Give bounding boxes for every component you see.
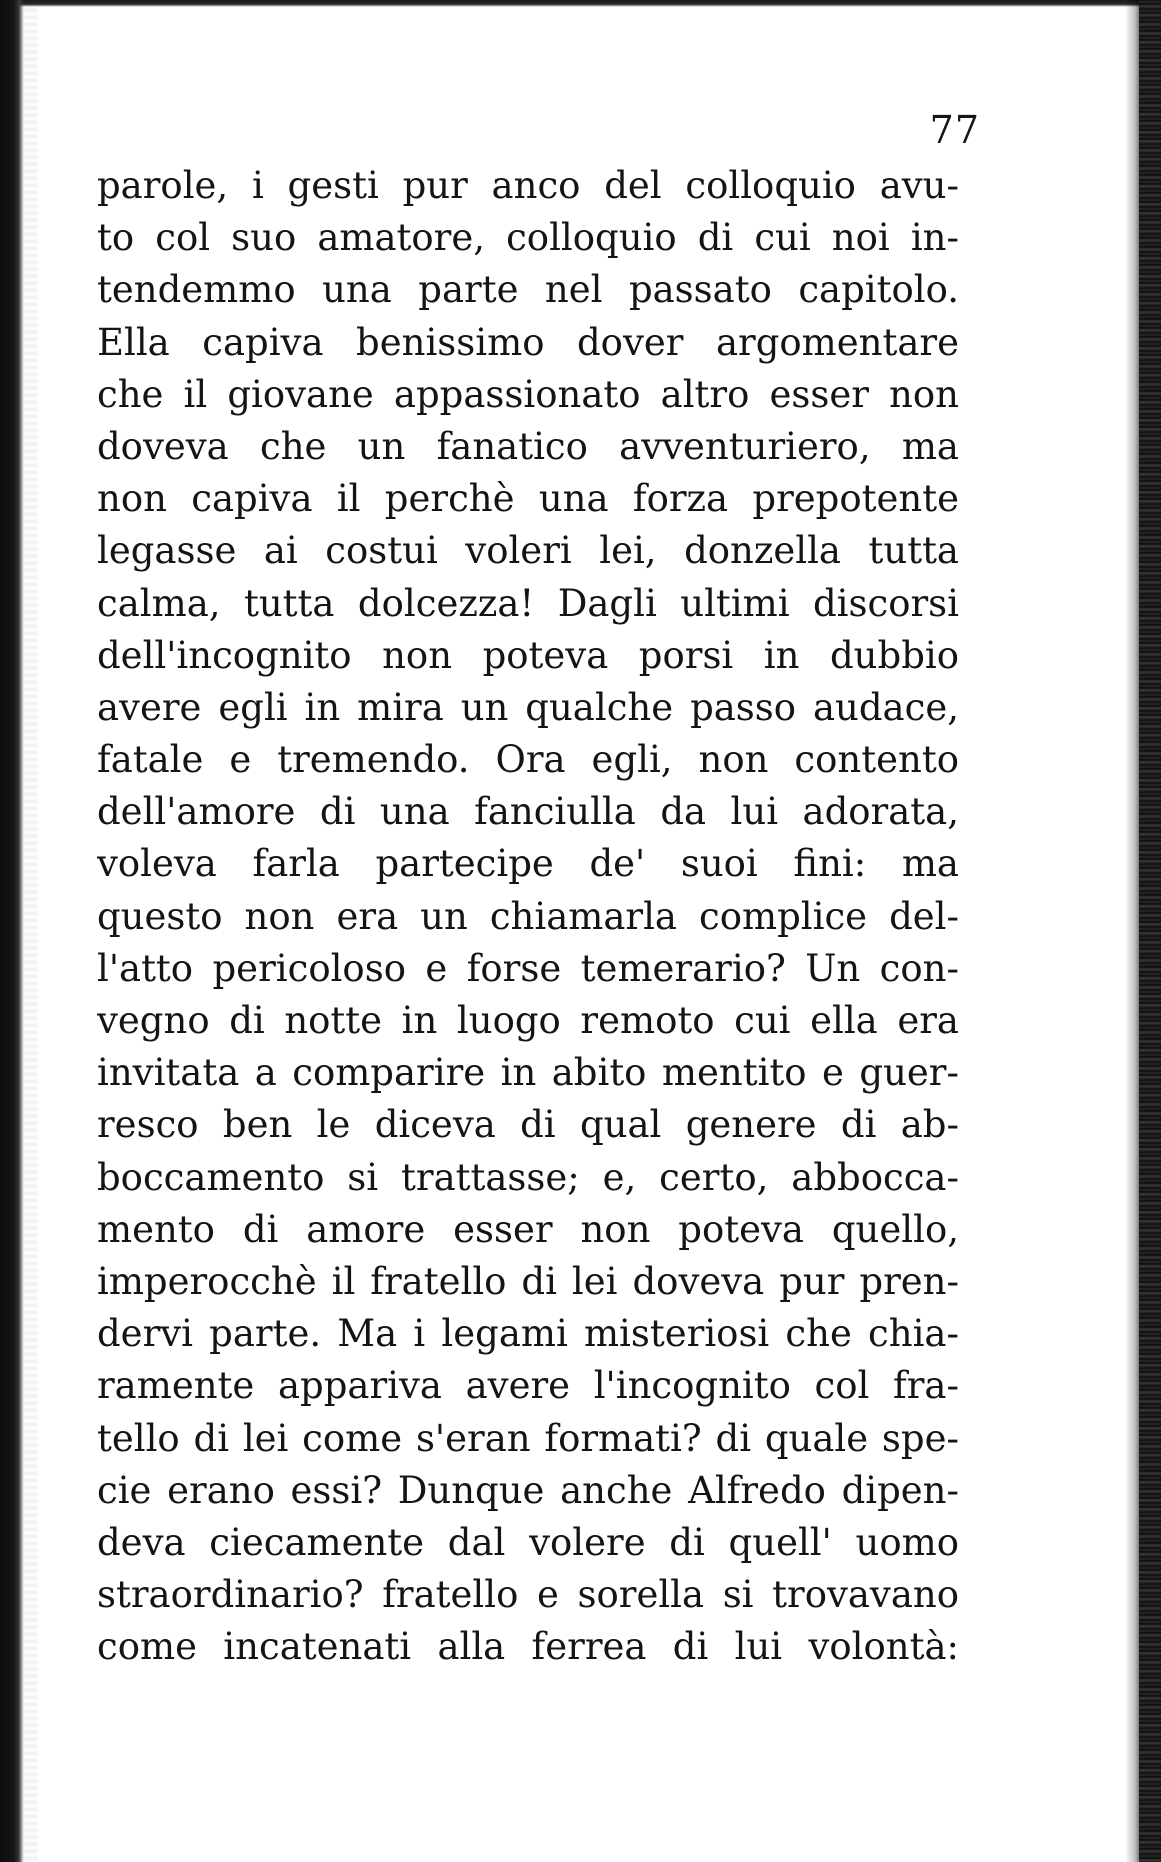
page-top-edge — [0, 0, 1161, 7]
text-line: non capiva il perchè una forza prepotente — [97, 477, 959, 521]
text-line: straordinario? fratello e sorella si trovavano — [97, 1573, 959, 1617]
text-line: calma, tutta dolcezza! Dagli ultimi discorsi — [97, 581, 959, 625]
text-line: boccamento si trattasse; e, certo, abbocca- — [97, 1155, 959, 1199]
page-right-edge — [1139, 0, 1161, 1862]
text-line: l'atto pericoloso e forse temerario? Un con- — [97, 946, 959, 990]
text-line: tello di lei come s'eran formati? di quale spe- — [97, 1416, 959, 1460]
page-right-shadow — [1125, 0, 1139, 1862]
text-line: vegno di notte in luogo remoto cui ella era — [97, 999, 959, 1042]
page-number: 77 — [929, 108, 980, 152]
text-line: dell'amore di una fanciulla da lui adorata, — [97, 790, 959, 834]
text-line: doveva che un fanatico avventuriero, ma — [97, 424, 959, 468]
text-line: questo non era un chiamarla complice del- — [97, 894, 959, 938]
text-line: fatale e tremendo. Ora egli, non contento — [97, 738, 959, 782]
text-line: invitata a comparire in abito mentito e guer- — [97, 1051, 959, 1095]
text-line: deva ciecamente dal volere di quell' uomo — [97, 1520, 959, 1564]
text-line: Ella capiva benissimo dover argomentare — [97, 320, 959, 364]
body-text — [97, 160, 959, 1673]
text-line: parole, i gesti pur anco del colloquio avu- — [97, 164, 959, 207]
text-line: dervi parte. Ma i legami misteriosi che chia- — [97, 1312, 959, 1356]
text-line: resco ben le diceva di qual genere di ab- — [97, 1103, 959, 1147]
text-line: legasse ai costui voleri lei, donzella tutta — [97, 529, 959, 573]
text-line: dell'incognito non poteva porsi in dubbio — [97, 633, 959, 677]
page-left-edge — [0, 0, 24, 1862]
text-line: imperocchè il fratello di lei doveva pur pren- — [97, 1259, 959, 1303]
text-line: tendemmo una parte nel passato capitolo. — [97, 268, 959, 312]
text-line: come incatenati alla ferrea di lui volontà: — [97, 1625, 959, 1669]
text-line: che il giovane appassionato altro esser non — [97, 372, 959, 416]
text-line: to col suo amatore, colloquio di cui noi in- — [97, 216, 959, 260]
text-line: mento di amore esser non poteva quello, — [97, 1207, 959, 1251]
page-left-shadow — [24, 0, 38, 1862]
text-line: avere egli in mira un qualche passo audace, — [97, 685, 959, 729]
text-line: cie erano essi? Dunque anche Alfredo dipen- — [97, 1468, 959, 1512]
text-line: voleva farla partecipe de' suoi fini: ma — [97, 842, 959, 886]
text-line: ramente appariva avere l'incognito col fra- — [97, 1364, 959, 1408]
